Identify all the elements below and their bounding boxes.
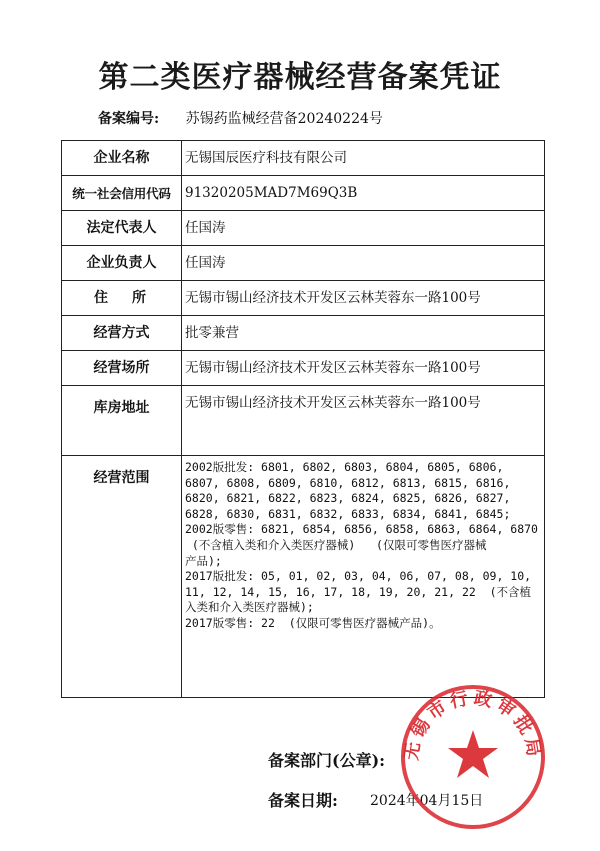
row-scope <box>62 456 545 698</box>
registration-number-label: 备案编号: <box>98 111 160 127</box>
warehouse-value: 无锡市锡山经济技术开发区云林芙蓉东一路100号 <box>182 386 545 456</box>
credit-code-value: 91320205MAD7M69Q3B <box>182 176 545 211</box>
company-name-value: 无锡国辰医疗科技有限公司 <box>182 141 545 176</box>
scope-line: 6820, 6821, 6822, 6823, 6824, 6825, 6826, 6827, <box>185 491 511 506</box>
warehouse-label: 库房地址 <box>62 386 182 456</box>
scope-value <box>182 456 545 698</box>
scope-line: 6828, 6830, 6831, 6832, 6833, 6834, 6841, 6845; <box>185 506 511 521</box>
scope-line: 2017版批发: 05, 01, 02, 03, 04, 06, 07, 08, 09, 10, <box>185 569 532 584</box>
row-credit-code <box>62 176 545 211</box>
legal-rep-value: 任国涛 <box>182 211 545 246</box>
business-site-label: 经营场所 <box>62 351 182 386</box>
business-mode-value: 批零兼营 <box>182 316 545 351</box>
business-mode-label: 经营方式 <box>62 316 182 351</box>
filing-date-value: 2024年04月15日 <box>370 793 484 809</box>
registration-number-value: 苏锡药监械经营备20240224号 <box>185 111 383 127</box>
filing-department-label: 备案部门(公章): <box>268 751 386 770</box>
row-legal-rep <box>62 211 545 246</box>
scope-line: 2002版批发: 6801, 6802, 6803, 6804, 6805, 6806, <box>185 460 504 474</box>
credit-code-label: 统一社会信用代码 <box>62 176 182 211</box>
company-name-label: 企业名称 <box>62 141 182 176</box>
company-head-value: 任国涛 <box>182 246 545 281</box>
official-seal-icon <box>398 682 548 832</box>
row-company-name <box>62 141 545 176</box>
row-company-head <box>62 246 545 281</box>
company-head-label: 企业负责人 <box>62 246 182 281</box>
scope-line: 产品); <box>185 553 222 568</box>
row-address <box>62 281 545 316</box>
registration-number-line <box>98 108 383 128</box>
address-label: 住所 <box>62 281 182 316</box>
scope-line: 6807, 6808, 6809, 6810, 6812, 6813, 6815, 6816, <box>185 475 511 490</box>
scope-line: 11, 12, 14, 15, 16, 17, 18, 19, 20, 21, 22 (不含植 <box>185 584 532 599</box>
scope-line: 2002版零售: 6821, 6854, 6856, 6858, 6863, 6864, 6870 <box>185 522 538 537</box>
scope-line: 2017版零售: 22 (仅限可零售医疗器械产品)。 <box>185 615 441 630</box>
row-business-site <box>62 351 545 386</box>
scope-line: (不含植入类和介入类医疗器械) (仅限可零售医疗器械 <box>185 537 487 552</box>
certificate-table <box>61 140 545 698</box>
legal-rep-label: 法定代表人 <box>62 211 182 246</box>
filing-date-label: 备案日期: <box>268 791 338 810</box>
business-site-value: 无锡市锡山经济技术开发区云林芙蓉东一路100号 <box>182 351 545 386</box>
scope-label: 经营范围 <box>62 456 182 698</box>
address-value: 无锡市锡山经济技术开发区云林芙蓉东一路100号 <box>182 281 545 316</box>
scope-line: 入类和介入类医疗器械); <box>185 600 314 615</box>
row-warehouse <box>62 386 545 456</box>
page-title: 第二类医疗器械经营备案凭证 <box>98 60 502 95</box>
row-business-mode <box>62 316 545 351</box>
seal-text: 无锡市行政审批局 <box>401 687 545 762</box>
scope-lines <box>185 460 541 632</box>
